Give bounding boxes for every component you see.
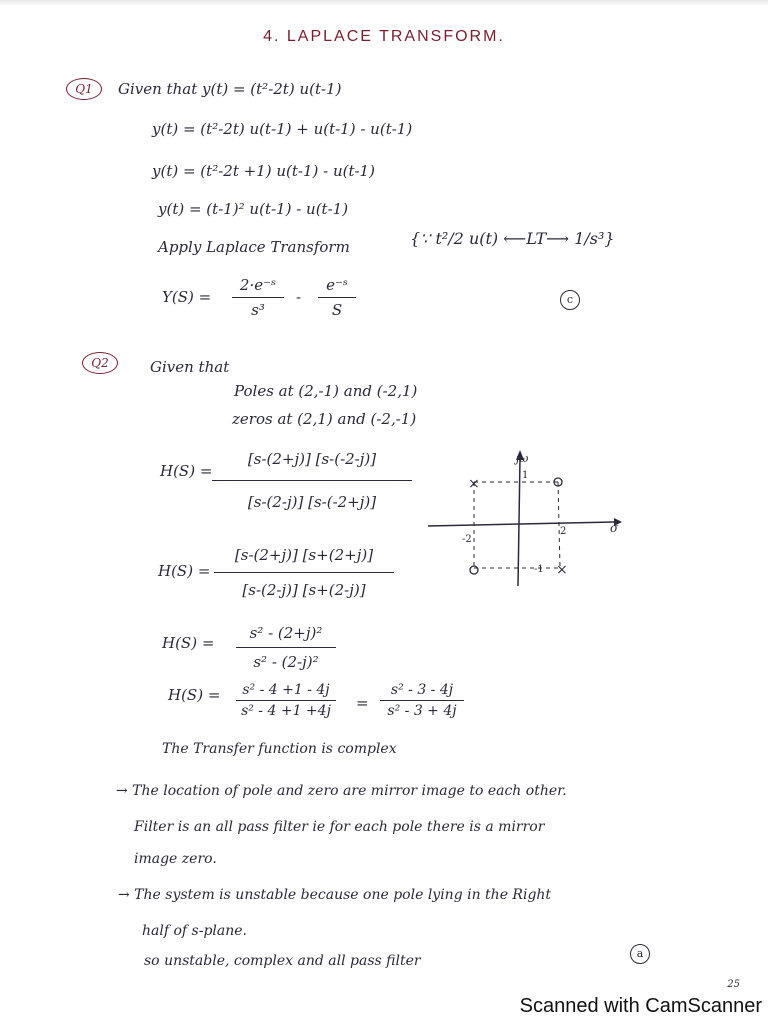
q2-h2-fraction xyxy=(214,546,394,599)
q2-note-4: → The system is unstable because one pole lying in the Right xyxy=(118,887,552,903)
guide-right xyxy=(558,482,560,568)
q1-fraction-2 xyxy=(318,276,356,319)
q2-h5-fraction xyxy=(380,682,464,719)
q2-equals: = xyxy=(356,694,369,712)
q2-note-2: Filter is an all pass filter ie for each pole there is a mirror xyxy=(134,819,545,835)
q2-h4-fraction xyxy=(236,682,336,719)
question-2-label: Q2 xyxy=(82,352,118,374)
tick-label-neg-one: -1 xyxy=(534,564,544,575)
q1-frac1-den: s³ xyxy=(251,301,265,319)
zero-marker-bottom-left xyxy=(470,566,478,574)
q1-line-4: y(t) = (t-1)² u(t-1) - u(t-1) xyxy=(158,200,349,218)
q1-frac1-num: 2·e⁻ˢ xyxy=(239,276,277,294)
question-1-label: Q1 xyxy=(66,78,102,100)
q2-h3-den: s² - (2-j)² xyxy=(253,653,319,671)
q2-h2-den: [s-(2-j)] [s+(2-j)] xyxy=(242,581,366,599)
q1-line-5: Apply Laplace Transform xyxy=(158,238,350,256)
q2-note-3: image zero. xyxy=(134,851,217,867)
jw-axis xyxy=(518,458,520,586)
q2-h2-label: H(S) = xyxy=(158,562,211,580)
q2-h1-den: [s-(2-j)] [s-(-2+j)] xyxy=(247,493,377,511)
q1-laplace-note: {∵ t²/2 u(t) ⟵LT⟶ 1/s³} xyxy=(410,229,615,248)
sigma-label: σ xyxy=(610,521,619,535)
sigma-axis xyxy=(428,522,614,526)
pole-marker-bottom-right: × xyxy=(556,562,568,578)
q2-h1-fraction xyxy=(212,450,412,511)
q2-conclusion: so unstable, complex and all pass filter xyxy=(144,953,421,969)
q2-note-1: → The location of pole and zero are mirror image to each other. xyxy=(116,783,567,799)
tick-label-neg-two: -2 xyxy=(462,534,472,545)
q2-h1-label: H(S) = xyxy=(160,462,213,480)
jw-label: jω xyxy=(516,452,529,465)
q2-complex-note: The Transfer function is complex xyxy=(162,741,397,757)
pole-zero-plot xyxy=(424,448,624,588)
q2-zeros: zeros at (2,1) and (-2,-1) xyxy=(232,410,417,428)
q2-h4-num: s² - 4 +1 - 4j xyxy=(242,682,330,698)
q2-answer-circle: a xyxy=(630,944,650,964)
q2-h5-den: s² - 3 + 4j xyxy=(387,703,457,719)
q2-h4-den: s² - 4 +1 +4j xyxy=(241,703,331,719)
q2-poles: Poles at (2,-1) and (-2,1) xyxy=(234,382,418,400)
q2-given: Given that xyxy=(150,358,230,376)
scan-edge xyxy=(0,0,768,6)
q1-line-1: Given that y(t) = (t²-2t) u(t-1) xyxy=(118,80,342,98)
page-number: 25 xyxy=(727,979,740,990)
q2-h1-num: [s-(2+j)] [s-(-2-j)] xyxy=(247,450,377,468)
q1-fraction-1 xyxy=(232,276,284,319)
tick-label-one: 1 xyxy=(522,470,529,481)
q1-line-2: y(t) = (t²-2t) u(t-1) + u(t-1) - u(t-1) xyxy=(152,120,413,138)
q1-answer-circle: c xyxy=(560,290,580,310)
pole-marker-top-left: × xyxy=(468,476,480,492)
q2-h3-fraction xyxy=(236,624,336,671)
q2-h2-num: [s-(2+j)] [s+(2+j)] xyxy=(234,546,374,564)
q2-h3-num: s² - (2+j)² xyxy=(249,624,323,642)
q1-frac2-den: S xyxy=(331,301,343,319)
q2-h5-num: s² - 3 - 4j xyxy=(390,682,454,698)
scanner-watermark: Scanned with CamScanner xyxy=(519,995,762,1017)
q2-h3-label: H(S) = xyxy=(162,634,215,652)
q1-frac2-num: e⁻ˢ xyxy=(326,276,348,294)
q2-note-5: half of s-plane. xyxy=(142,923,247,939)
tick-label-two: 2 xyxy=(560,526,567,537)
q1-minus: - xyxy=(296,288,302,306)
page-title: 4. LAPLACE TRANSFORM. xyxy=(263,28,505,45)
q1-ys-label: Y(S) = xyxy=(162,288,212,306)
q2-h4-label: H(S) = xyxy=(168,686,221,704)
q1-line-3: y(t) = (t²-2t +1) u(t-1) - u(t-1) xyxy=(152,162,375,180)
